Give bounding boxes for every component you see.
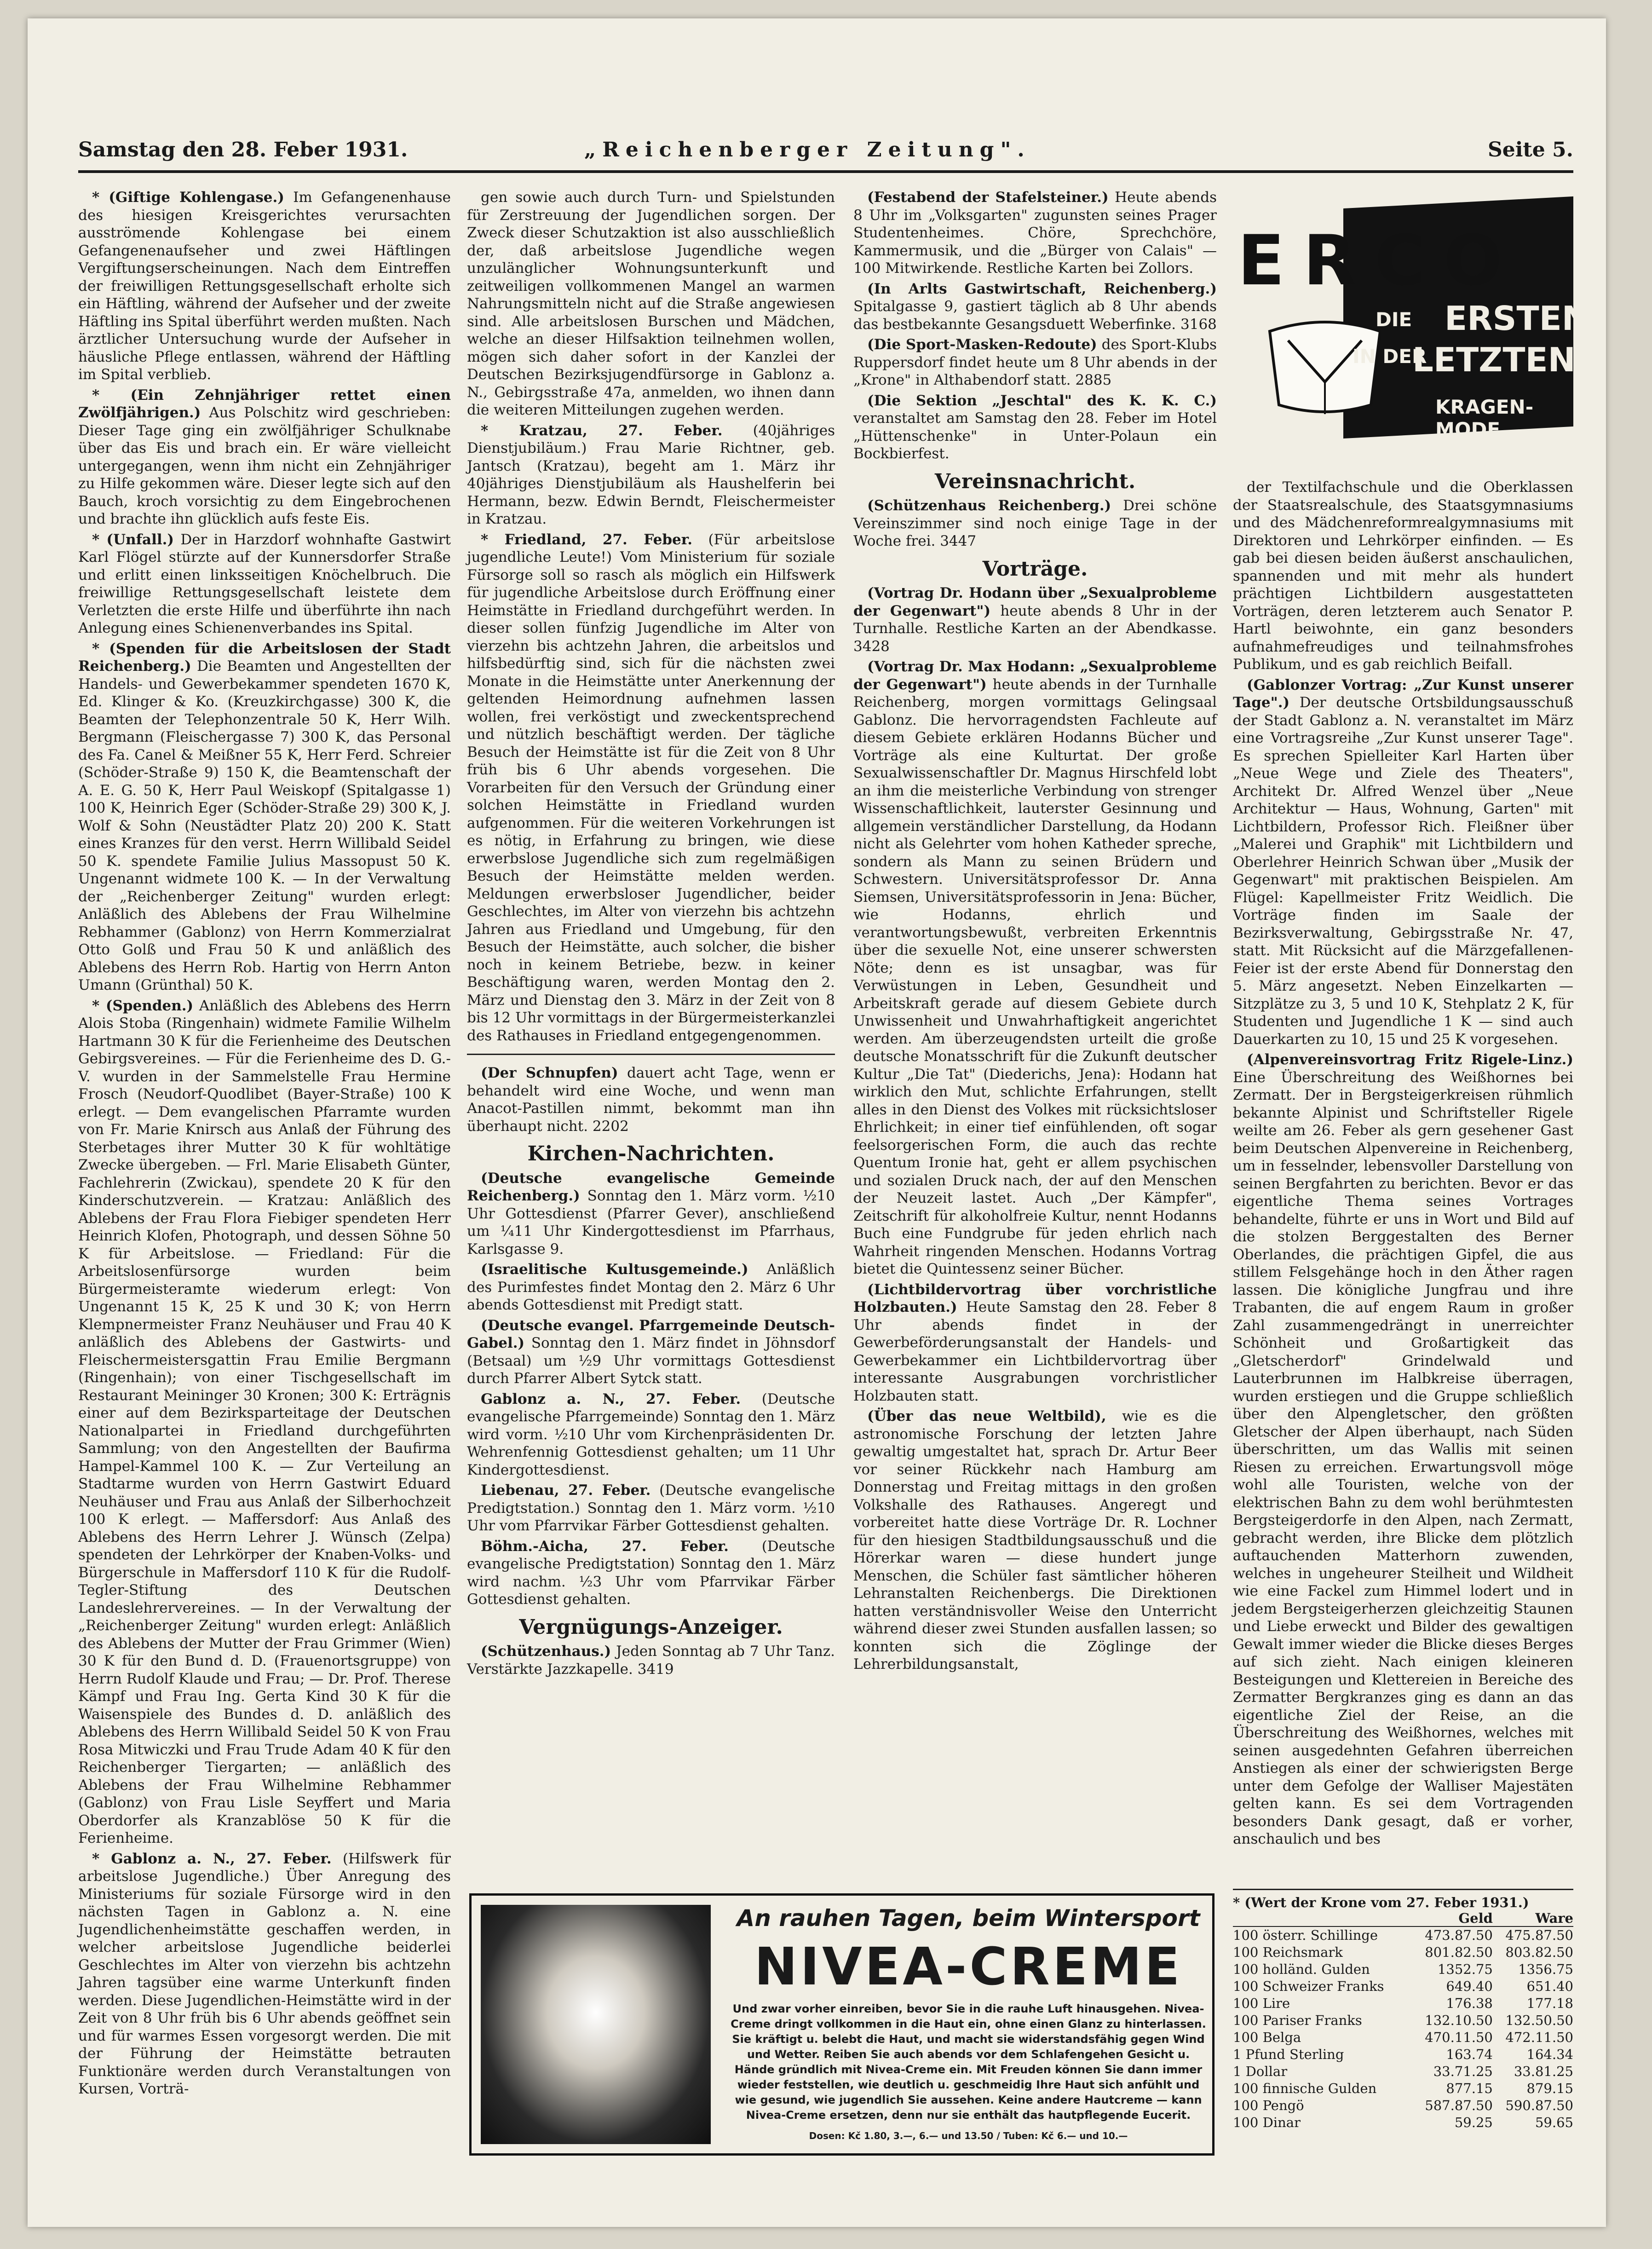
news-item [853, 189, 1217, 277]
collar-icon [1261, 313, 1389, 423]
news-item-paragraph [1233, 1051, 1573, 1848]
erco-advertisement [1233, 193, 1590, 465]
news-item [853, 497, 1217, 550]
news-item [467, 1390, 835, 1479]
erco-text-kragen-mode: KRAGEN-MODE [1435, 396, 1534, 441]
news-item [467, 1170, 835, 1258]
currency-name: 100 holländ. Gulden [1233, 1961, 1370, 1977]
geld-value: 473.87.50 [1425, 1927, 1493, 1943]
news-item-text: heute abends in der Turnhalle Reichenberg, morgen vormittags Gelingsaal Gablonz. Die hervorragendsten Fachleute auf diesem Gebiete erklären Hodanns Bücher und Vorträge als eine Kulturtat. Der große Sexualwissenschaftler Dr. Magnus Hirschfeld lobt an ihm die meisterliche Verbindung von strenger Wissenschaftlichkeit, lauterster Gesinnung und allgemein verständlicher Darstellung, da Hodann nicht als Gelehrter vom hohen Katheder spreche, sondern als Mann zu seinen Brüdern und Schwestern. Universitätsprofessor Dr. Anna Siemsen, Universitätsprofessorin in Jena: Bücher, wie Hodanns, ehrlich und verantwortungsbewußt, verbreiten Erkenntnis über die sexuelle Not, eine unserer schwersten Nöte; denn es ist unsagbar, was für Verwüstungen in Leben, Gesundheit und Arbeitskraft gerade auf diesem Gebiete durch Unwissenheit und Unwahrhaftigkeit angerichtet werden. Am überzeugendsten urteilt die große deutsche Monatsschrift für die Zukunft deutscher Kultur „Die Tat" (Diederichs, Jena): Hodann hat wirklich den Mut, schlichte Erfahrungen, stellt alles in den Dienst des Volkes mit rücksichtsloser Ehrlichkeit; in einer tief einfühlenden, oft sogar feelsorgerischen Form, die auch das rechte Quentum Ironie hat, geht er allem psychischen und sozialen Druck nach, der auf den Menschen der Neuzeit lastet. Auch „Der Kämpfer", Zeitschrift für alkoholfreie Kultur, nennt Hodanns Buch eine Fundgrube für jeden ehrlich nach Wahrheit ringenden Menschen. Hodanns Vortrag bietet die Quintessenz seiner Bücher. [853, 676, 1217, 1277]
ware-value: 590.87.50 [1505, 2098, 1573, 2113]
news-item-text: Jeden Sonntag ab 7 Uhr Tanz. Verstärkte Jazzkapelle. 3419 [467, 1643, 835, 1678]
news-item-paragraph [467, 531, 835, 1045]
news-item [467, 1538, 835, 1609]
news-item-paragraph [853, 1407, 1217, 1673]
news-item-text: Sonntag den 1. März findet in Jöhnsdorf (Betsaal) um ½9 Uhr vormittags Gottesdienst durch Pfarrer Albert Sytck statt. [467, 1335, 835, 1387]
news-item-keyword: (Gablonzer Vortrag: „Zur Kunst unserer Tage".) [1233, 676, 1573, 711]
news-item [1233, 479, 1573, 674]
news-item-keyword: * (Spenden.) [92, 997, 194, 1014]
ware-value: 164.34 [1526, 2047, 1573, 2062]
ware-value: 472.11.50 [1505, 2030, 1573, 2045]
news-item-keyword: (Der Schnupfen) [481, 1065, 618, 1081]
table-row [1233, 2012, 1573, 2029]
ware-value: 132.50.50 [1505, 2013, 1573, 2028]
news-item-text: (40jähriges Dienstjubiläum.) Frau Marie Richtner, geb. Jantsch (Kratzau), begeht am 1. März ihr 40jähriges Dienstjubiläum als Haushelferin bei Hermann, bezw. Edwin Berndt, Fleischermeister in Kratzau. [467, 422, 835, 527]
news-item [1233, 1051, 1573, 1848]
column-1 [78, 189, 451, 2101]
table-row [1233, 2114, 1573, 2131]
news-item-text: Eine Überschreitung des Weißhornes bei Zermatt. Der in Bergsteigerkreisen rühmlich bekannte Alpinist und Schriftsteller Rigele weilte am 26. Feber als gern gesehener Gast beim Deutschen Alpenvereine in Reichenberg, um in fesselnder, lebensvoller Darstellung von seinen Bergfahrten zu berichten. Bevor er das eigentliche Thema seines Vortrages behandelte, führte er uns in Wort und Bild auf die stolzen Berggestalten des Berner Oberlandes, die prächtigen Gipfel, die aus stillem Felsgehänge hoch in den Äther ragen lassen. Die königliche Jungfrau und ihre Trabanten, die auf engem Raum in großer Zahl zusammengedrängt in unerreichter Schönheit und Großartigkeit das „Gletscherdorf" Grindelwald und Lauterbrunnen im Halbkreise überragen, wurden erstiegen und die Gruppe schließlich über den Alpengletscher, den größten Gletscher der Alpen überhaupt, nach Süden überschritten, um das Wallis mit seinen Riesen zu erreichen. Erwartungsvoll möge wohl alle Touristen, welche von der elektrischen Bahn zu dem wohl berühmtesten Bergsteigerdorfe in den Alpen, nach Zermatt, gebracht werden, ihre Blicke dem plötzlich auftauchenden Matterhorn zuwenden, welches in ungeheurer Steilheit und Wildheit wie eine Fackel zum Himmel lodert und in jedem Bergsteigerherzen gleichzeitig Staunen und Liebe erweckt und Bilder des gewaltigen Gewalt immer wieder die Blicke dieses Berges auf sich zieht. Nach einigen kleineren Besteigungen und Klettereien in Bereiche des Zermatter Bergkranzes ging es dann an das eigentliche Ziel der Reise, an die Überschreitung des Weißhornes, welches mit seinen ausgedehnten Gefahren überreichen Anstiegen als einer der schwierigsten Berge unter dem Gefolge der Walliser Majestäten gelten kann. Es sei dem Vortragenden besonders Dank gesagt, daß er vorher, anschaulich und bes [1233, 1069, 1573, 1847]
news-item-text: Der in Harzdorf wohnhafte Gastwirt Karl Flögel stürzte auf der Kunnersdorfer Straße und erlitt einen linksseitigen Knöchelbruch. Die freiwillige Rettungsgesellschaft leistete dem Verletzten die erste Hilfe und überführte ihn nach Anlegung eines Schienenverbandes ins Spital. [78, 531, 451, 636]
currency-name: 100 Dinar [1233, 2115, 1301, 2130]
ware-value: 59.65 [1535, 2115, 1573, 2130]
news-item-text: Drei schöne Vereinszimmer sind noch einige Tage in der Woche frei. 3447 [853, 497, 1217, 549]
currency-name: 1 Pfund Sterling [1233, 2047, 1344, 2062]
geld-value: 132.10.50 [1425, 2013, 1493, 2028]
news-item-paragraph [853, 584, 1217, 655]
geld-value: 801.82.50 [1425, 1944, 1493, 1960]
table-row [1233, 2063, 1573, 2080]
ware-value: 177.18 [1526, 1995, 1573, 2011]
news-item-paragraph [78, 997, 451, 1847]
news-item-paragraph [467, 189, 835, 419]
news-item-keyword: * Kratzau, 27. Feber. [481, 422, 723, 439]
news-item-keyword: (Lichtbildervortrag über vorchristliche Holzbauten.) [853, 1281, 1217, 1315]
table-row [1233, 1944, 1573, 1961]
geld-value: 470.11.50 [1425, 2030, 1493, 2045]
news-item-keyword: (Israelitische Kultusgemeinde.) [481, 1261, 748, 1278]
news-item-paragraph [467, 1482, 835, 1535]
news-item [467, 1317, 835, 1388]
news-item [467, 189, 835, 419]
header-page-number: Seite 5. [1487, 138, 1573, 161]
news-item-keyword: Liebenau, 27. Feber. [481, 1482, 651, 1499]
news-item-keyword: (Festabend der Stafelsteiner.) [867, 189, 1109, 206]
news-item [1233, 676, 1573, 1049]
column-2 [467, 189, 835, 1681]
currency-name: 1 Dollar [1233, 2064, 1288, 2079]
currency-name: 100 Lire [1233, 1995, 1290, 2011]
news-item-keyword: (Schützenhaus.) [481, 1643, 611, 1660]
news-item [78, 386, 451, 528]
news-item-paragraph [853, 1281, 1217, 1405]
news-item-paragraph [78, 531, 451, 637]
news-item-keyword: * (Giftige Kohlengase.) [92, 189, 284, 206]
news-item-paragraph [78, 189, 451, 384]
table-row [1233, 1978, 1573, 1995]
news-item [467, 1643, 835, 1678]
news-item-keyword: (Die Sektion „Jeschtal" des K. K. C.) [867, 392, 1217, 409]
news-item [853, 1407, 1217, 1673]
geld-value: 163.74 [1446, 2047, 1493, 2062]
news-item-text: (Deutsche evangelische Pfarrgemeinde) Sonntag den 1. März wird vorm. ½10 Uhr vom Kirchenpräsidenten Dr. Wehrenfennig Gottesdienst gehalten; um 11 Uhr Kindergottesdienst. [467, 1390, 835, 1478]
currency-name: 100 Pariser Franks [1233, 2013, 1362, 2028]
page-header [78, 133, 1573, 173]
header-paper-name: „Reichenberger Zeitung". [584, 138, 1031, 161]
news-item-paragraph [467, 1261, 835, 1314]
ware-value: 879.15 [1526, 2081, 1573, 2096]
erco-text-letzten: LETZTEN [1412, 340, 1576, 379]
table-row [1233, 2029, 1573, 2046]
erco-text-ersten: ERSTEN [1445, 299, 1590, 338]
news-item [467, 1482, 835, 1535]
ware-value: 1356.75 [1518, 1961, 1573, 1977]
geld-value: 877.15 [1446, 2081, 1493, 2096]
erco-text-die: DIE [1376, 308, 1412, 331]
news-item-text: Sonntag den 1. März vorm. ½10 Uhr Gottesdienst (Pfarrer Gever), anschließend um ¼11 Uhr Kindergottesdienst im Pfarrhaus, Karlsgasse 9. [467, 1188, 835, 1257]
currency-name: 100 Reichsmark [1233, 1944, 1343, 1960]
column-header-geld: Geld [1412, 1910, 1493, 1926]
news-item-paragraph [467, 1643, 835, 1678]
ware-value: 651.40 [1526, 1978, 1573, 1994]
news-item [78, 997, 451, 1847]
news-item-paragraph [78, 386, 451, 528]
news-item-keyword: * (Ein Zehnjähriger rettet einen Zwölfjährigen.) [78, 386, 451, 421]
news-item-text: Im Gefangenenhause des hiesigen Kreisgerichtes verursachten ausströmende Kohlengase bei einem Gefangenenaufseher und zwei Häftlingen Vergiftungserscheinungen. Nach dem Eintreffen der freiwilligen Rettungsgesellschaft erholte sich ein Häftling, während der Aufseher und der zweite Häftling ins Spital überführt werden mußten. Nach ärztlicher Untersuchung wurde der Aufseher in häusliche Pflege entlassen, während der Häftling im Spital verblieb. [78, 189, 451, 383]
news-item-paragraph [853, 497, 1217, 550]
news-item-paragraph [78, 1850, 451, 2098]
news-item [467, 422, 835, 528]
section-heading: Vorträge. [982, 557, 1088, 581]
news-item [78, 189, 451, 384]
news-item-text: der Textilfachschule und die Oberklassen der Staatsrealschule, des Staatsgymnasiums und des Mädchenreformrealgymnasiums mit Direktoren und Lehrkörper einfinden. — Es gab bei diesen beiden äußerst anschaulichen, spannenden und mit mehr als hundert prächtigen Lichtbildern ausgestatteten Vorträgen, deren letzterem auch Senator P. Hartl beiwohnte, ein ganz besonders aufnahmefreudiges und teilnahmsfrohes Publikum, und es gab reichlich Beifall. [1233, 479, 1573, 673]
news-item-keyword: Böhm.-Aicha, 27. Feber. [481, 1538, 729, 1555]
currency-name: 100 Belga [1233, 2030, 1301, 2045]
news-item-keyword: * Friedland, 27. Feber. [481, 531, 692, 548]
nivea-advertisement [469, 1893, 1215, 2156]
geld-value: 176.38 [1446, 1995, 1493, 2011]
currency-name: 100 österr. Schillinge [1233, 1927, 1378, 1943]
news-item [467, 1064, 835, 1135]
table-row [1233, 2046, 1573, 2063]
news-item-keyword: (In Arlts Gastwirtschaft, Reichenberg.) [867, 280, 1217, 297]
column-header-ware: Ware [1493, 1910, 1573, 1926]
news-item-keyword: (Alpenvereinsvortrag Fritz Rigele-Linz.) [1247, 1051, 1573, 1068]
news-item-paragraph [853, 189, 1217, 277]
news-item-paragraph [1233, 676, 1573, 1049]
news-item [853, 392, 1217, 463]
news-item-paragraph [1233, 479, 1573, 674]
nivea-tagline: An rauhen Tagen, beim Wintersport [737, 1905, 1200, 1932]
news-item-keyword: (Vortrag Dr. Max Hodann: „Sexualprobleme der Gegenwart") [853, 658, 1217, 693]
news-item-text: wie es die astronomische Forschung der letzten Jahre gewaltig umgestaltet hat, sprach Dr. Artur Beer vor seiner Rückkehr nach Hamburg am Donnerstag und Freitag mittags in den großen Volkshalle des Rathauses. Angeregt und vorbereitet hatte diese Vorträge Dr. R. Lochner für den hiesigen Stadtbildungsausschuß und die Hörerkar waren — diese hundert junge Menschen, die Schüler fast sämtlicher höheren Lehranstalten Reichenbergs. Die Direktionen hatten verständnisvoller Weise den Unterricht während dieser zwei Stunden ausfallen lassen; so konnten sich die Zöglinge der Lehrerbildungsanstalt, [853, 1408, 1217, 1672]
geld-value: 59.25 [1454, 2115, 1493, 2130]
table-row [1233, 1926, 1573, 1944]
ware-value: 33.81.25 [1514, 2064, 1573, 2079]
table-row [1233, 2080, 1573, 2097]
news-item [853, 336, 1217, 389]
news-item-text: Heute abends 8 Uhr im „Volksgarten" zugunsten seines Prager Studentenheimes. Chöre, Sprechchöre, Kammermusik, und die „Bürger von Calais" — 100 Mitwirkende. Restliche Karten bei Zollors. [853, 189, 1217, 277]
news-item-paragraph [467, 1170, 835, 1258]
newspaper-page [28, 18, 1606, 2227]
news-item [78, 640, 451, 994]
news-item-paragraph [467, 422, 835, 528]
news-item-keyword: * (Unfall.) [92, 531, 174, 548]
exchange-rate-title: * (Wert der Krone vom 27. Feber 1931.) [1233, 1889, 1573, 1910]
news-item-text: Heute Samstag den 28. Feber 8 Uhr abends findet in der Gewerbeförderungsanstalt der Handels- und Gewerbekammer ein Lichtbildervortrag über interessante Ausgrabungen vorchristlicher Holzbauten statt. [853, 1299, 1217, 1404]
news-item-keyword: (Vortrag Dr. Hodann über „Sexualprobleme der Gegenwart") [853, 585, 1217, 619]
news-item-text: Spitalgasse 9, gastiert täglich ab 8 Uhr abends das bestbekannte Gesangsduett Weberfinke. 3168 [853, 298, 1217, 333]
news-item-text: dauert acht Tage, wenn er behandelt wird eine Woche, und wenn man Anacot-Pastillen nimmt, bekommt man ihn überhaupt nicht. 2202 [467, 1065, 835, 1135]
exchange-rate-table [1233, 1889, 1573, 2131]
news-item-keyword: Gablonz a. N., 27. Feber. [481, 1390, 741, 1407]
news-item-paragraph [78, 640, 451, 994]
news-item-keyword: (Deutsche evangelische Gemeinde Reichenberg.) [467, 1170, 835, 1204]
news-item-paragraph [467, 1317, 835, 1388]
ware-value: 475.87.50 [1505, 1927, 1573, 1943]
news-item-keyword: (Die Sport-Masken-Redoute) [867, 336, 1097, 353]
news-item [853, 280, 1217, 334]
news-item-text: Aus Polschitz wird geschrieben: Dieser Tage ging ein zwölfjähriger Schulknabe über das Eis und brach ein. Er wäre vielleicht untergegangen, wenn ihm nicht ein Zehnjähriger zu Hilfe gekommen wäre. Dieser legte sich auf den Bauch, kroch vorsichtig zu dem Eingebrochenen und brachte ihn glücklich aufs feste Eis. [78, 404, 451, 527]
news-item-paragraph [853, 658, 1217, 1278]
nivea-brand-name: NIVEA-CREME [754, 1937, 1183, 1997]
news-item-keyword: * (Spenden für die Arbeitslosen der Stadt Reichenberg.) [78, 640, 451, 675]
section-heading: Vereinsnachricht. [934, 469, 1136, 493]
section-heading: Kirchen-Nachrichten. [527, 1142, 775, 1165]
table-row [1233, 1995, 1573, 2012]
news-item-paragraph [853, 280, 1217, 334]
news-item-keyword: (Über das neue Weltbild), [867, 1408, 1106, 1424]
currency-name: 100 Pengö [1233, 2098, 1304, 2113]
table-row [1233, 2097, 1573, 2114]
geld-value: 587.87.50 [1425, 2098, 1493, 2113]
child-portrait-image [481, 1905, 711, 2144]
news-item [853, 658, 1217, 1278]
news-item-keyword: (Deutsche evangel. Pfarrgemeinde Deutsch-Gabel.) [467, 1317, 835, 1351]
news-item-text: Die Beamten und Angestellten der Handels- und Gewerbekammer spendeten 1670 K, Ed. Klinger & Ko. (Kreuzkirchgasse) 300 K, die Beamten der Telephonzentrale 50 K, Herr Wilh. Bergmann (Fleischergasse 7) 300 K, das Personal des Fa. Canel & Meißner 55 K, Herr Ferd. Schreier (Schöder-Straße 9) 150 K, die Beamtenschaft der A. E. G. 50 K, Herr Paul Weiskopf (Spitalgasse 1) 100 K, Heinrich Eger (Schöder-Straße 29) 300 K, J. Wolf & Sohn (Neustädter Platz 20) 200 K. Statt eines Kranzes für den verst. Herrn Willibald Seidel 50 K. spendete Familie Julius Massopust 50 K. Ungenannt widmete 100 K. — In der Verwaltung der „Reichenberger Zeitung" wurden erlegt: Anläßlich des Ablebens der Frau Wilhelmine Rebhammer (Gablonz) von Herrn Kommerzialrat Otto Golß und Frau 50 K und anläßlich des Ablebens des Herrn Rob. Hartig von Herrn Anton Umann (Grünthal) 50 K. [78, 658, 451, 993]
section-heading: Vergnügungs-Anzeiger. [519, 1615, 783, 1639]
news-item-text: (Deutsche evangelische Predigtstation) Sonntag den 1. März wird nachm. ½3 Uhr vom Pfarrvikar Färber Gottesdienst gehalten. [467, 1538, 835, 1608]
news-item-paragraph [467, 1538, 835, 1609]
news-item-keyword: * Gablonz a. N., 27. Feber. [92, 1850, 332, 1867]
nivea-body-text: Und zwar vorher einreiben, bevor Sie in die rauhe Luft hinausgehen. Nivea-Creme dringt vollkommen in die Haut ein, ohne einen Glanz zu hinterlassen. Sie kräftigt u. belebt die Haut, und macht sie widerstandsfähig gegen Wind und Wetter. Reiben Sie auch abends vor dem Schlafengehen Gesicht u. Hände gründlich mit Nivea-Creme ein. Mit Freuden können Sie dann immer wieder feststellen, wie deutlich u. geschmeidig Ihre Haut sich anfühlt und wie gesund, wie jugendlich Sie aussehen. Keine andere Hautcreme — kann Nivea-Creme ersetzen, denn nur sie enthält das hautpflegende Eucerit. [731, 2002, 1206, 2122]
news-item-text: (Für arbeitslose jugendliche Leute!) Vom Ministerium für soziale Fürsorge soll so rasch als möglich ein Hilfswerk für jugendliche Arbeitslose durch Eröffnung einer Heimstätte in Friedland durchgeführt werden. In dieser sollen fünfzig Jugendliche im Alter von vierzehn bis achtzehn Jahren, die arbeitslos und hilfsbedürftig sind, sich für die nächsten zwei Monate in die Heimstätte unter Anerkennung der geltenden Heimordnung aufnehmen lassen wollen, frei verköstigt und zweckentsprechend und nützlich beschäftigt werden. Der tägliche Besuch der Heimstätte ist für die Zeit von 8 Uhr früh bis 6 Uhr abends vorgesehen. Die Vorarbeiten für den Versuch der Gründung einer solchen Heimstätte in Friedland wurden aufgenommen. Für die weiteren Vorkehrungen ist es nötig, in Erfahrung zu bringen, wie diese erwerbslose Jugendliche sich zum regelmäßigen Besuch der Heimstätte melden werden. Meldungen erwerbsloser Jugendlicher, beider Geschlechtes, im Alter von vierzehn bis achtzehn Jahren aus Friedland und Umgebung, für den Besuch der Heimstätte, auch solcher, die bisher noch in keinem Betriebe, bezw. in keiner Beschäftigung waren, werden Montag den 2. März und Dienstag den 3. März in der Zeit von 8 bis 12 Uhr vormittags in der Bürgermeisterkanzlei des Rathauses in Friedland entgegengenommen. [467, 531, 835, 1044]
column-4 [1233, 479, 1573, 1851]
news-item-text: Anläßlich des Purimfestes findet Montag den 2. März 6 Uhr abends Gottesdienst mit Predigt statt. [467, 1261, 835, 1313]
news-item [78, 531, 451, 637]
ware-value: 803.82.50 [1505, 1944, 1573, 1960]
geld-value: 649.40 [1446, 1978, 1493, 1994]
divider [467, 1054, 835, 1055]
news-item-paragraph [853, 336, 1217, 389]
news-item-keyword: (Schützenhaus Reichenberg.) [867, 497, 1111, 514]
news-item [853, 1281, 1217, 1405]
column-3 [853, 189, 1217, 1676]
news-item-paragraph [853, 392, 1217, 463]
nivea-prices: Dosen: Kč 1.80, 3.—, 6.— und 13.50 / Tuben: Kč 6.— und 10.— [809, 2130, 1128, 2141]
news-item-text: des Sport-Klubs Ruppersdorf findet heute um 8 Uhr abends in der „Krone" in Althabendorf statt. 2885 [853, 336, 1217, 388]
geld-value: 1352.75 [1437, 1961, 1493, 1977]
exchange-rate-grid [1233, 1910, 1573, 2131]
news-item-text: heute abends 8 Uhr in der Turnhalle. Restliche Karten an der Abendkasse. 3428 [853, 602, 1217, 655]
news-item-text: gen sowie auch durch Turn- und Spielstunden für Zerstreuung der Jugendlichen sorgen. Der Zweck dieser Schutzaktion ist also ausschließlich der, daß arbeitslose Jugendliche wegen unzulänglicher Wohnungsunterkunft und zeitweiligen vollkommenen Mangel an warmen Nahrungsmitteln nicht auf die Straße angewiesen sind. Alle arbeitslosen Burschen und Mädchen, welche an dieser Hilfsaktion teilnehmen wollen, mögen sich daher sofort in der Kanzlei der Deutschen Bezirksjugendfürsorge in Gablonz a. N., Gebirgsstraße 47a, anmelden, wo ihnen dann die weiteren Mitteilungen zugehen werden. [467, 189, 835, 418]
currency-name: 100 Schweizer Franks [1233, 1978, 1384, 1994]
news-item-text: Der deutsche Ortsbildungsausschuß der Stadt Gablonz a. N. veranstaltet im März eine Vortragsreihe „Zur Kunst unserer Tage". Es sprechen Spielleiter Karl Harten über „Neue Wege und Ziele des Theaters", Architekt Dr. Alfred Wenzel über „Neue Architektur — Haus, Wohnung, Garten" mit Lichtbildern, Professor Rich. Fleißner über „Malerei und Graphik" mit Lichtbildern und Oberlehrer Heinrich Schwan über „Musik der Gegenwart" mit praktischen Beispielen. Am Flügel: Kapellmeister Fritz Weidlich. Die Vorträge finden im Saale der Bezirksverwaltung, Gebirgsstraße Nr. 47, statt. Mit Rücksicht auf die Märzgefallenen-Feier ist der erste Abend für Donnerstag den 5. März angesetzt. Neben Einzelkarten — Sitzplätze zu 3, 5 und 10 K, Stehplatz 2 K, für Studenten und Jugendliche 1 K — sind auch Dauerkarten zu 10, 15 und 25 K vorgesehen. [1233, 694, 1573, 1048]
erco-text-in-der: IN DER [1353, 345, 1427, 368]
news-item-paragraph [467, 1064, 835, 1135]
news-item [853, 584, 1217, 655]
news-item [78, 1850, 451, 2098]
table-row [1233, 1961, 1573, 1978]
news-item-text: (Deutsche evangelische Predigtstation.) Sonntag den 1. März vorm. ½10 Uhr vom Pfarrvikar Färber Gottesdienst gehalten. [467, 1482, 835, 1534]
erco-brand: ERCO [1238, 221, 1521, 301]
header-date: Samstag den 28. Feber 1931. [78, 138, 408, 161]
news-item-paragraph [467, 1390, 835, 1479]
news-item [467, 1261, 835, 1314]
currency-name: 100 finnische Gulden [1233, 2081, 1377, 2096]
news-item-text: veranstaltet am Samstag den 28. Feber im Hotel „Hüttenschenke" in Unter-Polaun ein Bockbierfest. [853, 410, 1217, 462]
geld-value: 33.71.25 [1433, 2064, 1493, 2079]
news-item [467, 531, 835, 1045]
news-item-text: (Hilfswerk für arbeitslose Jugendliche.) Über Anregung des Ministeriums für soziale Fürsorge wird in den nächsten Tagen in Gablonz a. N. eine Jugendlichenheimstätte geschaffen werden, in welcher arbeitslose Jugendliche beiderlei Geschlechtes im Alter von vierzehn bis achtzehn Jahren tagsüber eine warme Unterkunft finden werden. Diese Jugendlichen-Heimstätte wird in der Zeit von 8 Uhr früh bis 6 Uhr abends geöffnet sein und für warmes Essen vorgesorgt werden. Die mit der Führung der Heimstätte betrauten Funktionäre werden durch Veranstaltungen von Kursen, Vorträ- [78, 1850, 451, 2097]
news-item-text: Anläßlich des Ablebens des Herrn Alois Stoba (Ringenhain) widmete Familie Wilhelm Hartmann 30 K für die Ferienheime des Deutschen Gebirgsvereines. — Für die Ferienheime des D. G.-V. wurden in der Sammelstelle Frau Hermine Frosch (Neudorf-Quodlibet (Bayer-Straße) 100 K erlegt. — Dem evangelischen Pfarramte wurden von Fr. Marie Knirsch aus Anlaß der Führung des Sterbetages ihrer Mutter 30 K für wohltätige Zwecke übergeben. — Frl. Marie Elisabeth Günter, Fachlehrerin (Zwickau), spendete 20 K für den Kinderschutzverein. — Kratzau: Anläßlich des Ablebens der Frau Flora Fiebiger spendeten Herr Heinrich Klofen, Photograph, und dessen Söhne 50 K für Arbeitslose. — Friedland: Für die Arbeitslosenfürsorge wurden beim Bürgermeisteramte wiederum erlegt: Von Ungenannt 15 K, 25 K und 30 K; von Herrn Klempnermeister Franz Neuhäuser und Frau 40 K anläßlich des Ablebens der Gastwirts- und Fleischermeistersgattin Frau Emilie Bergmann (Ringenhain); von einer Tischgesellschaft im Restaurant Meininger 30 Kronen; 300 K: Erträgnis einer auf dem Bezirksparteitage der Deutschen Nationalpartei in Friedland durchgeführten Sammlung; von den Angestellten der Baufirma Hampel-Kammel 100 K. — Zur Verteilung an Stadtarme wurden von Herrn Gastwirt Eduard Neuhäuser und Frau aus Anlaß der Silberhochzeit 100 K erlegt. — Maffersdorf: Aus Anlaß des Ablebens des Herrn Lehrer J. Wünsch (Zelpa) spendeten der Lehrkörper der Knaben-Volks- und Bürgerschule in Maffersdorf 110 K für die Rudolf-Tegler-Stiftung des Deutschen Landeslehrervereines. — In der Verwaltung der „Reichenberger Zeitung" wurden erlegt: Anläßlich des Ablebens der Mutter der Frau Grimmer (Wien) 30 K für den Bund d. D. (Frauenortsgruppe) von Herrn Rudolf Klaude und Frau; — Dr. Prof. Therese Kämpf und Frau Ing. Gerta Kind 30 K für die Waisenspiele des Bundes d. D. anläßlich des Ablebens des Herrn Willibald Seidel 50 K von Frau Rosa Mitwiczki und Frau Trude Adam 40 K für den Reichenberger Tiergarten; — anläßlich des Ablebens der Frau Wilhelmine Rebhammer (Gablonz) von Frau Lisle Seyffert und Maria Oberdorfer als Kranzablöse 50 K für die Ferienheime. [78, 997, 451, 1846]
